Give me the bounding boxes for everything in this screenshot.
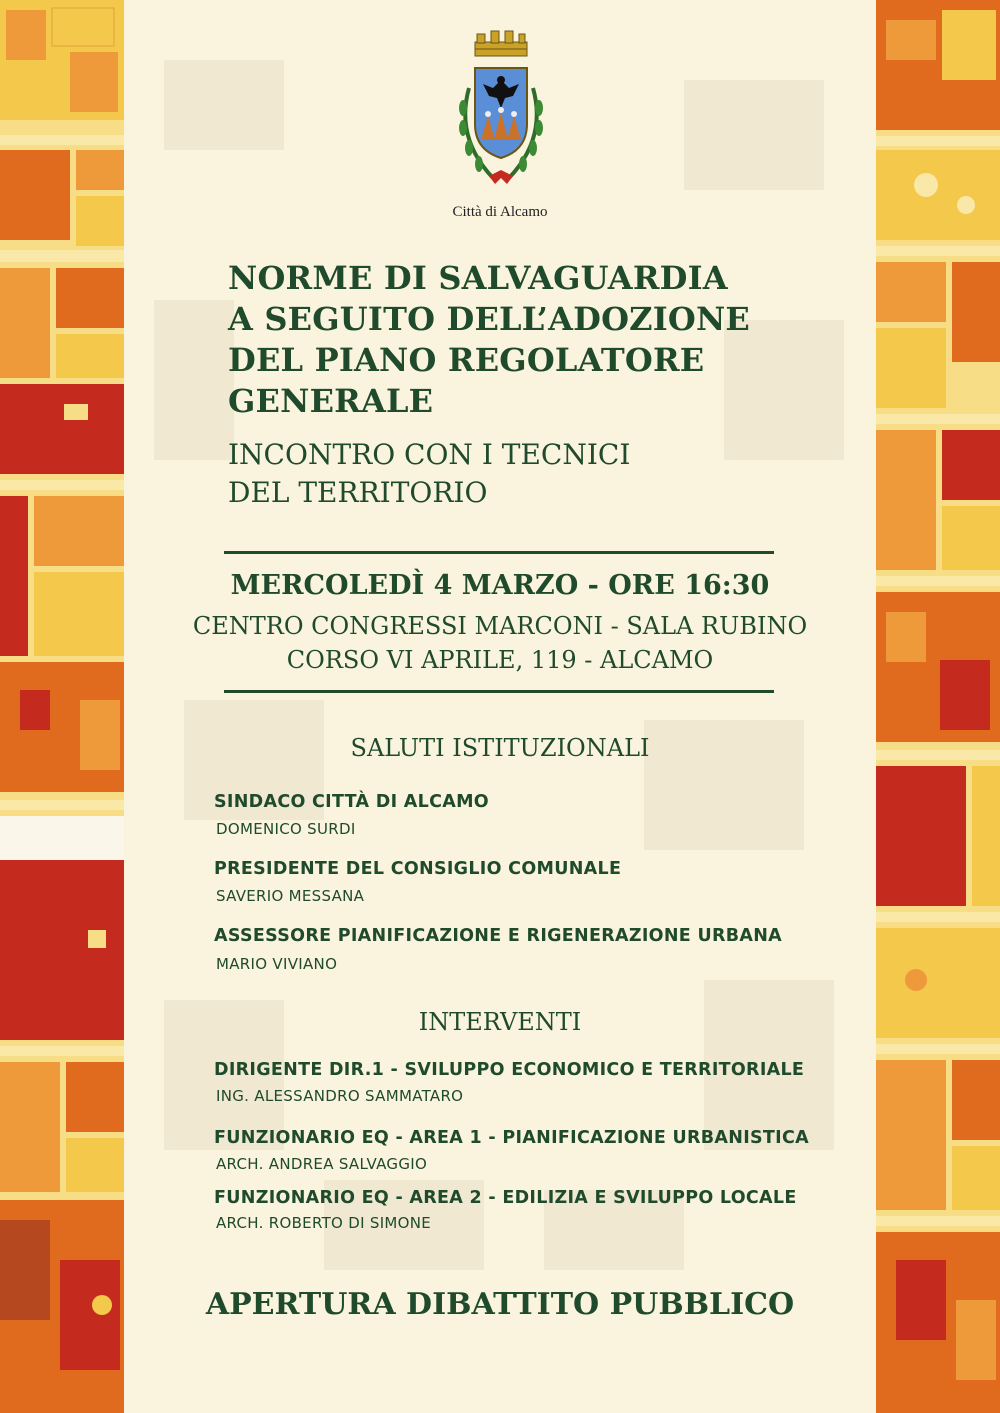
- event-date-time: MERCOLEDÌ 4 MARZO - ORE 16:30: [230, 570, 770, 601]
- talk-role: FUNZIONARIO EQ - AREA 1 - PIANIFICAZIONE URBANISTICA: [214, 1128, 809, 1148]
- title-line: GENERALE: [228, 382, 434, 420]
- greeting-person: SAVERIO MESSANA: [216, 887, 365, 905]
- subtitle-line: INCONTRO CON I TECNICI: [228, 438, 631, 471]
- greeting-role: PRESIDENTE DEL CONSIGLIO COMUNALE: [214, 859, 622, 879]
- city-coat-of-arms-icon: [441, 28, 561, 198]
- talk-person: ARCH. ANDREA SALVAGGIO: [216, 1155, 428, 1173]
- greeting-role: ASSESSORE PIANIFICAZIONE E RIGENERAZIONE URBANA: [214, 926, 782, 946]
- city-name: Città di Alcamo: [452, 204, 548, 220]
- title-line: DEL PIANO REGOLATORE: [228, 341, 705, 379]
- talk-person: ARCH. ROBERTO DI SIMONE: [216, 1214, 432, 1232]
- divider-bottom: [224, 690, 774, 693]
- greetings-heading: SALUTI ISTITUZIONALI: [350, 734, 650, 762]
- poster-content: [124, 0, 876, 1413]
- event-venue: CENTRO CONGRESSI MARCONI - SALA RUBINO: [192, 612, 808, 640]
- center-panel: [124, 0, 876, 1413]
- greeting-role: SINDACO CITTÀ DI ALCAMO: [214, 792, 489, 812]
- subtitle-line: DEL TERRITORIO: [228, 476, 488, 509]
- talks-heading: INTERVENTI: [418, 1008, 582, 1036]
- title-line: NORME DI SALVAGUARDIA: [228, 259, 728, 297]
- event-address: CORSO VI APRILE, 119 - ALCAMO: [286, 646, 714, 674]
- left-map-strip: [0, 0, 124, 1413]
- subtitle: [228, 436, 828, 512]
- closing-line: APERTURA DIBATTITO PUBBLICO: [205, 1287, 795, 1322]
- title-line: A SEGUITO DELL’ADOZIONE: [228, 300, 751, 338]
- right-map-strip: [876, 0, 1000, 1413]
- talk-role: DIRIGENTE DIR.1 - SVILUPPO ECONOMICO E TERRITORIALE: [214, 1060, 805, 1080]
- divider-top: [224, 551, 774, 554]
- talk-role: FUNZIONARIO EQ - AREA 2 - EDILIZIA E SVILUPPO LOCALE: [214, 1188, 797, 1208]
- main-title: [228, 258, 828, 422]
- talk-person: ING. ALESSANDRO SAMMATARO: [216, 1087, 464, 1105]
- greeting-person: MARIO VIVIANO: [216, 955, 338, 973]
- cadastral-map-left: [0, 0, 124, 1413]
- cadastral-map-right: [876, 0, 1000, 1413]
- greeting-person: DOMENICO SURDI: [216, 820, 356, 838]
